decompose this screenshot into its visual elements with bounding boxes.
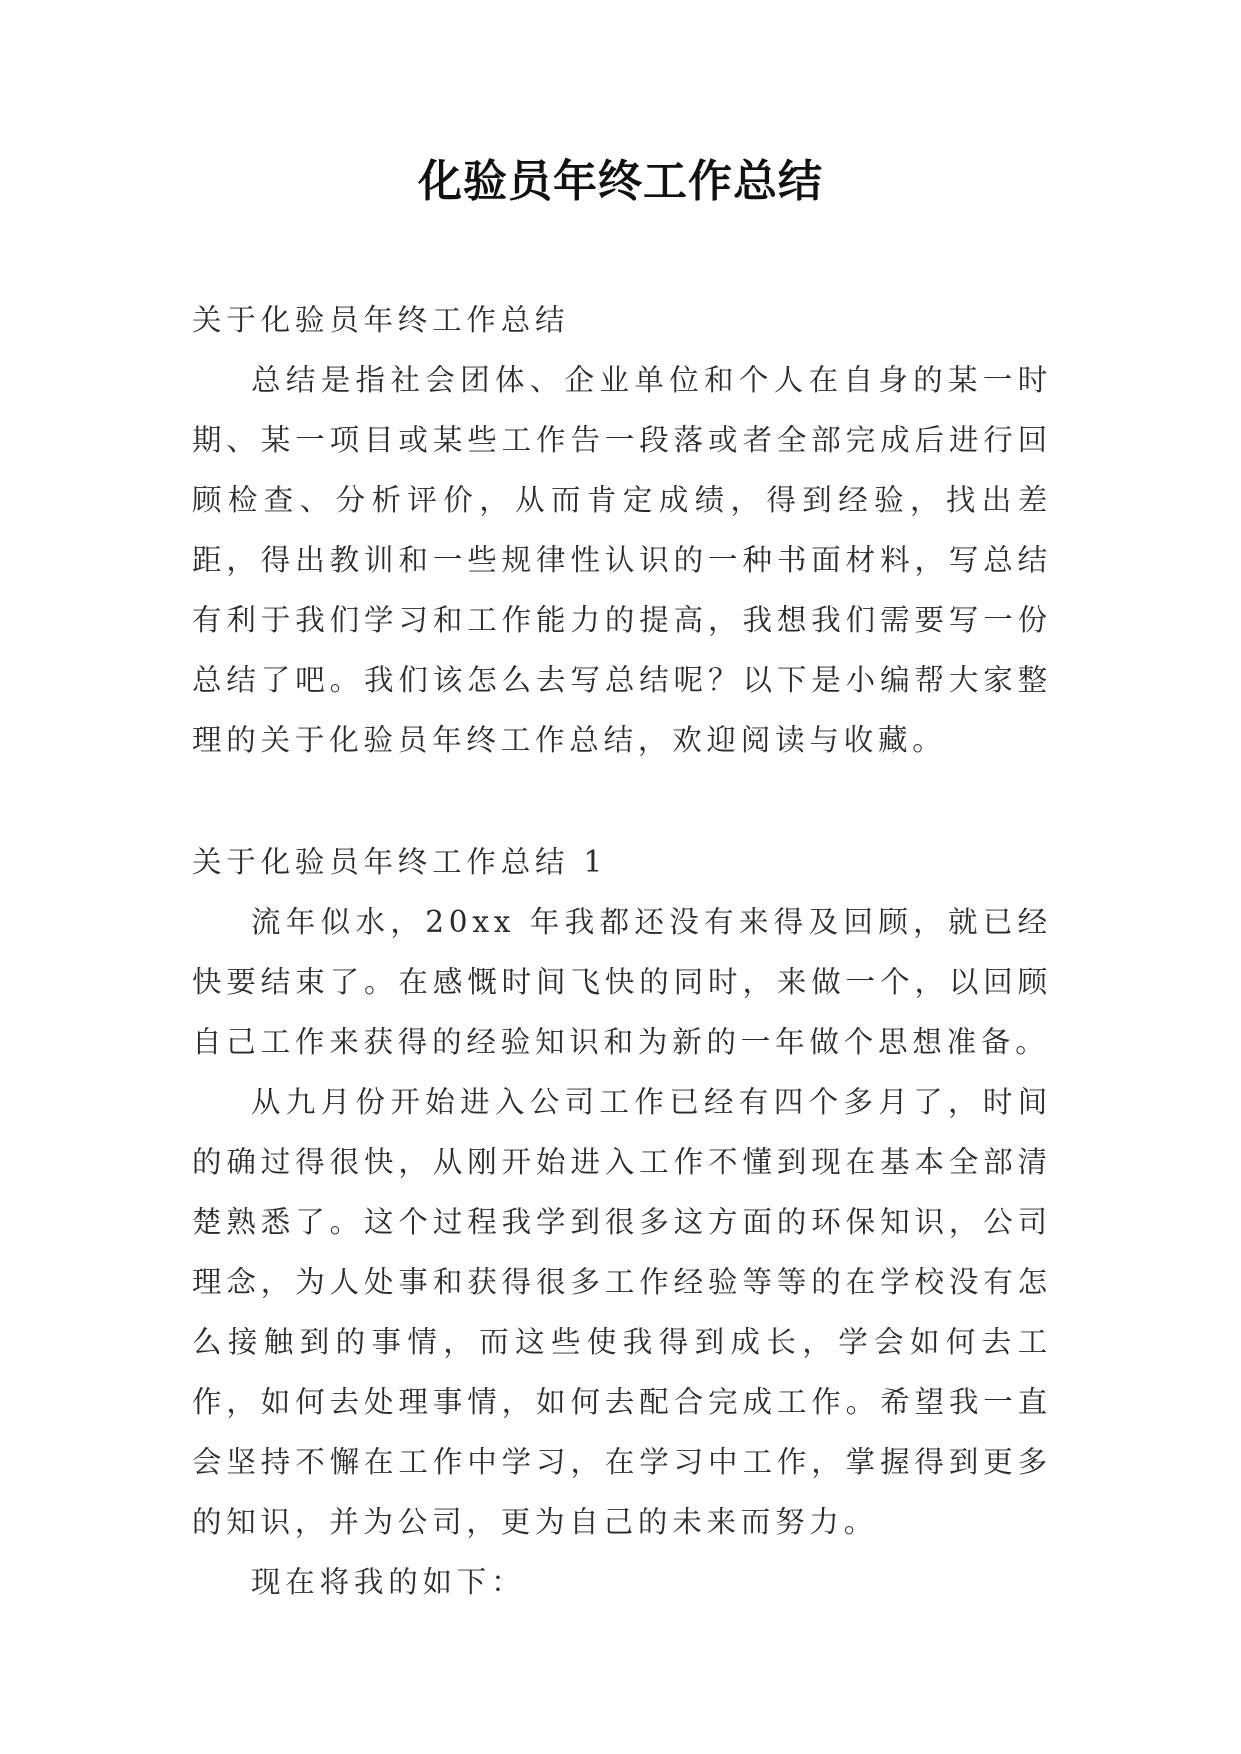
document-body (192, 290, 1052, 1612)
document-title: 化验员年终工作总结 (418, 156, 823, 207)
section1-paragraph-1: 流年似水，20xx 年我都还没有来得及回顾，就已经快要结束了。在感慨时间飞快的同时，来做一个，以回顾自己工作来获得的经验知识和为新的一年做个思想准备。 (192, 905, 1052, 1059)
intro-heading: 关于化验员年终工作总结 (192, 303, 570, 337)
section-spacer (192, 770, 1052, 832)
section1-heading: 关于化验员年终工作总结 1 (192, 845, 608, 879)
section1-paragraph-3: 现在将我的如下： (251, 1565, 526, 1599)
section1-paragraph-2: 从九月份开始进入公司工作已经有四个多月了，时间的确过得很快，从刚开始进入工作不懂到现在基本全部清楚熟悉了。这个过程我学到很多这方面的环保知识，公司理念，为人处事和获得很多工作经验等等的在学校没有怎么接触到的事情，而这些使我得到成长，学会如何去工作，如何去处理事情，如何去配合完成工作。希望我一直会坚持不懈在工作中学习，在学习中工作，掌握得到更多的知识，并为公司，更为自己的未来而努力。 (192, 1085, 1052, 1539)
intro-paragraph: 总结是指社会团体、企业单位和个人在自身的某一时期、某一项目或某些工作告一段落或者全部完成后进行回顾检查、分析评价，从而肯定成绩，得到经验，找出差距，得出教训和一些规律性认识的一种书面材料，写总结有利于我们学习和工作能力的提高，我想我们需要写一份总结了吧。我们该怎么去写总结呢？以下是小编帮大家整理的关于化验员年终工作总结，欢迎阅读与收藏。 (192, 363, 1052, 757)
